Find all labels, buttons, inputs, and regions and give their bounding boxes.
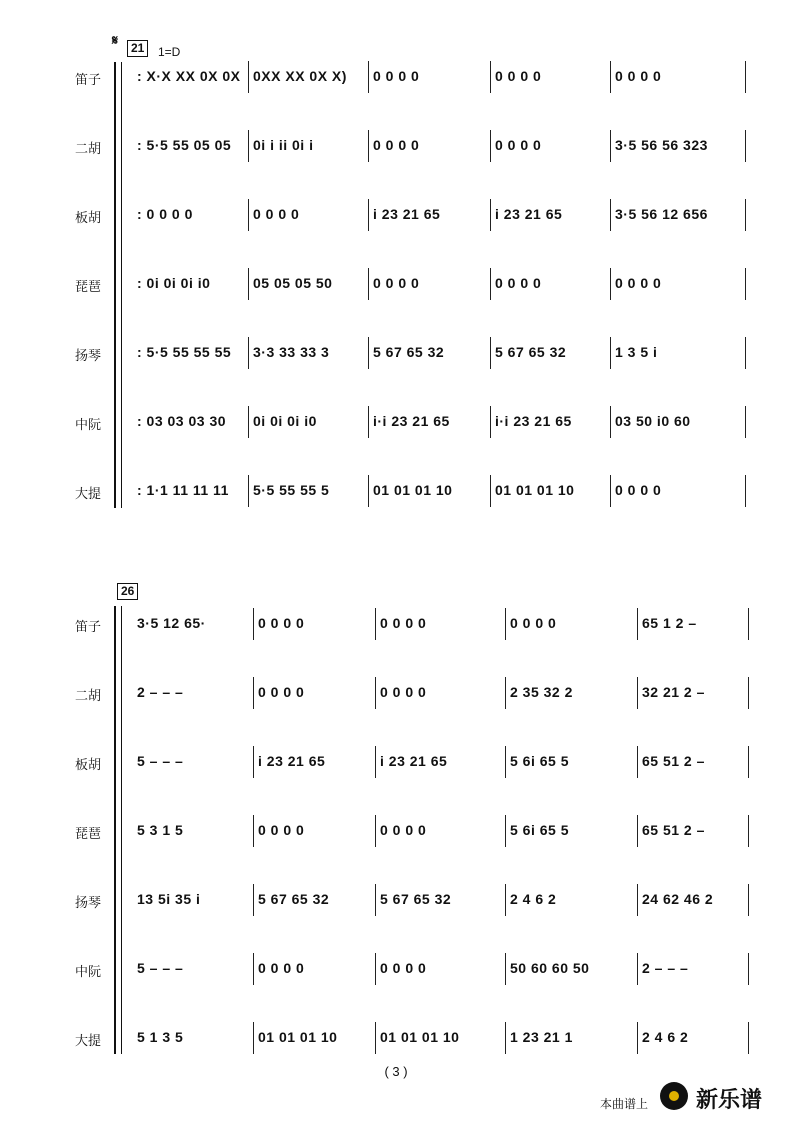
barline [610, 475, 611, 507]
page-number: ( 3 ) [384, 1064, 408, 1079]
measure-notation: 0 0 0 0 [373, 137, 420, 153]
measure-notation: 0 0 0 0 [495, 137, 542, 153]
barline [368, 61, 369, 93]
barline [375, 746, 376, 778]
barline [375, 884, 376, 916]
barline [248, 337, 249, 369]
barline [368, 406, 369, 438]
brand-logo-text: 新乐谱 [696, 1087, 763, 1112]
barline [748, 953, 749, 985]
barline [745, 406, 746, 438]
measure-notation: 0 0 0 0 [510, 615, 557, 631]
measure-notation: 65 51 2 – [642, 753, 705, 769]
rehearsal-mark: 21 [127, 40, 148, 57]
barline [253, 746, 254, 778]
instrument-label: 笛子 [74, 619, 101, 634]
barline [248, 130, 249, 162]
measure-notation: : 03 03 03 30 [137, 413, 227, 429]
barline [368, 337, 369, 369]
measure-notation: 3·5 56 12 656 [615, 206, 708, 222]
barline [637, 884, 638, 916]
barline [253, 884, 254, 916]
measure-notation: 5 – – – [137, 753, 184, 769]
measure-notation: 0 0 0 0 [615, 68, 662, 84]
barline [375, 1022, 376, 1054]
measure-notation: 0 0 0 0 [380, 822, 427, 838]
barline [610, 61, 611, 93]
measure-notation: i·i 23 21 65 [373, 413, 450, 429]
barline [505, 1022, 506, 1054]
measure-notation: 2 – – – [642, 960, 689, 976]
measure-notation: 5 67 65 32 [495, 344, 567, 360]
measure-notation: i 23 21 65 [495, 206, 563, 222]
instrument-label: 中阮 [74, 964, 101, 979]
barline [748, 677, 749, 709]
barline [375, 677, 376, 709]
barline [637, 608, 638, 640]
measure-notation: 0i 0i 0i i0 [253, 413, 317, 429]
measure-notation: 0 0 0 0 [380, 684, 427, 700]
key-signature: 1=D [158, 45, 181, 59]
barline [637, 677, 638, 709]
system-bracket-line [121, 606, 122, 1054]
barline [745, 475, 746, 507]
barline [505, 677, 506, 709]
measure-notation: 0i i ii 0i i [253, 137, 314, 153]
barline [490, 475, 491, 507]
barline [490, 337, 491, 369]
measure-notation: : 0 0 0 0 [137, 206, 193, 222]
barline [490, 130, 491, 162]
measure-notation: 5 – – – [137, 960, 184, 976]
barline [505, 608, 506, 640]
instrument-label: 中阮 [74, 417, 101, 432]
measure-notation: 0 0 0 0 [380, 615, 427, 631]
measure-notation: 0 0 0 0 [258, 615, 305, 631]
barline [505, 746, 506, 778]
instrument-label: 二胡 [74, 688, 101, 703]
measure-notation: : 0i 0i 0i i0 [137, 275, 211, 291]
measure-notation: 0 0 0 0 [258, 960, 305, 976]
instrument-label: 板胡 [74, 210, 101, 225]
measure-notation: 01 01 01 10 [380, 1029, 460, 1045]
barline [375, 815, 376, 847]
barline [610, 337, 611, 369]
measure-notation: 13 5i 35 i [137, 891, 201, 907]
segno-sign: 𝄋 [112, 32, 119, 48]
measure-notation: : X·X XX 0X 0X [137, 68, 241, 84]
measure-notation: 2 35 32 2 [510, 684, 573, 700]
measure-notation: : 5·5 55 05 05 [137, 137, 232, 153]
barline [253, 608, 254, 640]
measure-notation: 01 01 01 10 [373, 482, 453, 498]
measure-notation: 0 0 0 0 [615, 482, 662, 498]
measure-notation: i·i 23 21 65 [495, 413, 572, 429]
measure-notation: 0 0 0 0 [495, 68, 542, 84]
measure-notation: 0 0 0 0 [495, 275, 542, 291]
measure-notation: 0 0 0 0 [258, 684, 305, 700]
measure-notation: 2 – – – [137, 684, 184, 700]
measure-notation: 2 4 6 2 [510, 891, 557, 907]
measure-notation: i 23 21 65 [373, 206, 441, 222]
measure-notation: 0 0 0 0 [373, 68, 420, 84]
barline [610, 199, 611, 231]
instrument-label: 扬琴 [74, 895, 101, 910]
measure-notation: 5 6i 65 5 [510, 822, 569, 838]
barline [368, 475, 369, 507]
barline [368, 268, 369, 300]
measure-notation: 0 0 0 0 [380, 960, 427, 976]
measure-notation: 5 67 65 32 [380, 891, 452, 907]
measure-notation: : 1·1 11 11 11 [137, 482, 229, 498]
measure-notation: 0 0 0 0 [253, 206, 300, 222]
barline [375, 953, 376, 985]
barline [248, 61, 249, 93]
instrument-label: 琵琶 [74, 279, 101, 294]
instrument-label: 二胡 [74, 141, 101, 156]
barline [748, 884, 749, 916]
barline [253, 815, 254, 847]
barline [745, 337, 746, 369]
barline [505, 884, 506, 916]
barline [490, 406, 491, 438]
measure-notation: 50 60 60 50 [510, 960, 590, 976]
barline [248, 406, 249, 438]
measure-notation: 24 62 46 2 [642, 891, 714, 907]
measure-notation: i 23 21 65 [380, 753, 448, 769]
barline [253, 953, 254, 985]
instrument-label: 笛子 [74, 72, 101, 87]
barline [748, 746, 749, 778]
instrument-label: 大提 [74, 486, 101, 501]
measure-notation: 65 1 2 – [642, 615, 697, 631]
barline [745, 130, 746, 162]
instrument-label: 琵琶 [74, 826, 101, 841]
instrument-label: 板胡 [74, 757, 101, 772]
barline [748, 1022, 749, 1054]
barline [490, 268, 491, 300]
measure-notation: 5 67 65 32 [373, 344, 445, 360]
measure-notation: 3·5 56 56 323 [615, 137, 708, 153]
barline [505, 953, 506, 985]
barline [368, 199, 369, 231]
measure-notation: 3·3 33 33 3 [253, 344, 330, 360]
measure-notation: 1 3 5 i [615, 344, 658, 360]
measure-notation: 0 0 0 0 [615, 275, 662, 291]
instrument-label: 扬琴 [74, 348, 101, 363]
measure-notation: 0 0 0 0 [258, 822, 305, 838]
barline [253, 1022, 254, 1054]
measure-notation: 2 4 6 2 [642, 1029, 689, 1045]
barline [368, 130, 369, 162]
system-bracket-line [121, 62, 122, 508]
footer-label: 本曲谱上 [600, 1097, 649, 1111]
measure-notation: 5 1 3 5 [137, 1029, 184, 1045]
measure-notation: 5 67 65 32 [258, 891, 330, 907]
barline [248, 475, 249, 507]
barline [610, 130, 611, 162]
measure-notation: 0XX XX 0X X) [253, 68, 347, 84]
barline [637, 953, 638, 985]
measure-notation: : 5·5 55 55 55 [137, 344, 232, 360]
barline [248, 268, 249, 300]
measure-notation: 3·5 12 65· [137, 615, 206, 631]
rehearsal-mark: 26 [117, 583, 138, 600]
barline [253, 677, 254, 709]
barline [745, 268, 746, 300]
measure-notation: 03 50 i0 60 [615, 413, 691, 429]
measure-notation: 5 3 1 5 [137, 822, 184, 838]
barline [610, 268, 611, 300]
barline [248, 199, 249, 231]
measure-notation: 5 6i 65 5 [510, 753, 569, 769]
instrument-label: 大提 [74, 1033, 101, 1048]
measure-notation: 65 51 2 – [642, 822, 705, 838]
measure-notation: 01 01 01 10 [258, 1029, 338, 1045]
measure-notation: 32 21 2 – [642, 684, 705, 700]
measure-notation: 05 05 05 50 [253, 275, 333, 291]
barline [490, 61, 491, 93]
barline [505, 815, 506, 847]
barline [745, 61, 746, 93]
measure-notation: 0 0 0 0 [373, 275, 420, 291]
barline [610, 406, 611, 438]
measure-notation: 01 01 01 10 [495, 482, 575, 498]
barline [490, 199, 491, 231]
disc-logo-icon [660, 1082, 688, 1110]
barline [748, 608, 749, 640]
barline [637, 1022, 638, 1054]
measure-notation: 1 23 21 1 [510, 1029, 573, 1045]
barline [375, 608, 376, 640]
barline [748, 815, 749, 847]
measure-notation: i 23 21 65 [258, 753, 326, 769]
barline [637, 746, 638, 778]
barline [745, 199, 746, 231]
barline [637, 815, 638, 847]
measure-notation: 5·5 55 55 5 [253, 482, 330, 498]
